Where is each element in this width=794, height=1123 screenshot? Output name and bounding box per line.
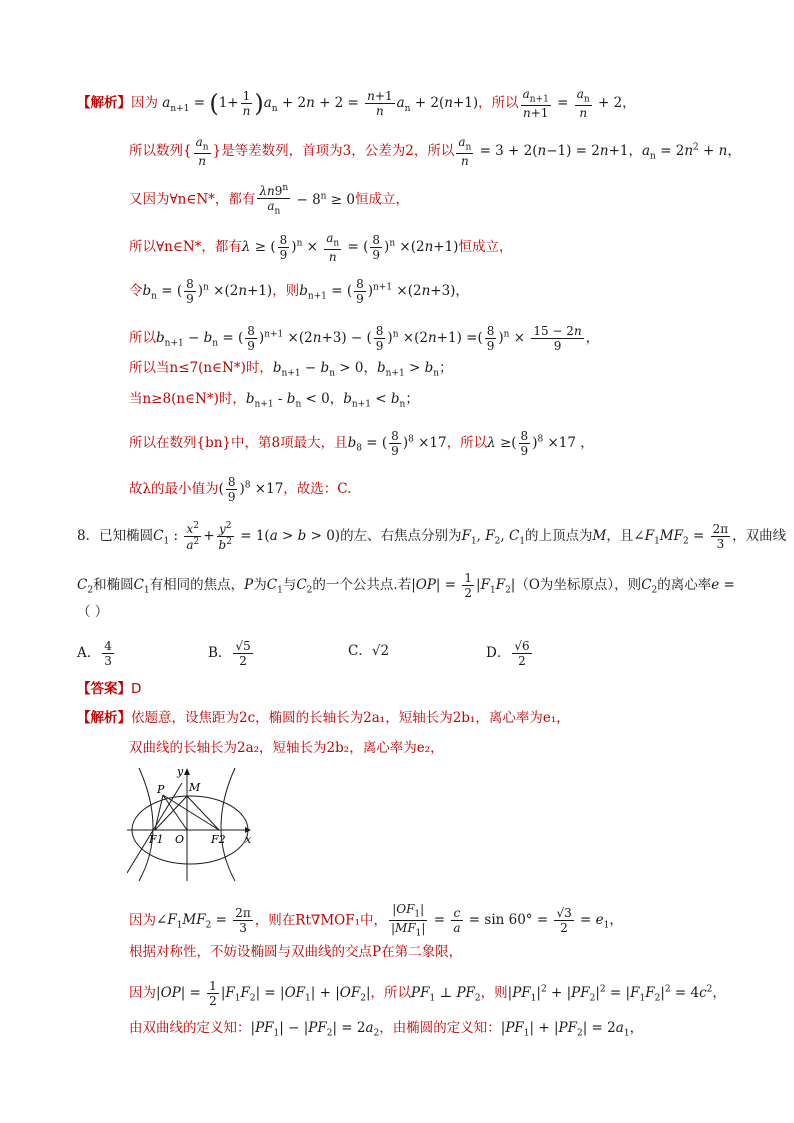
label-p: P: [157, 783, 165, 796]
label-o: O: [175, 833, 185, 846]
option-label: B．: [208, 645, 232, 661]
analysis-tag: 【解析】: [77, 95, 131, 112]
text: 为: [253, 577, 267, 593]
text: 所以: [129, 330, 156, 346]
y-axis-arrow: [184, 768, 190, 775]
solution2-line5: 因为|OP| = $\frac{1}{2}$ $|F_1F_2| = |OF_1| + |OF_2|$，所以$PF_1$ ⊥ $PF_2$，则$|PF_1|^2 + |PF_2|^2 = |F_1F_2|^2 = 4c^2$，: [129, 979, 726, 1008]
solution1-line8: 当n≥8(n∈N*)时，$b_{n+1} - b_n < 0$，$b_{n+1} < b_n$；: [129, 391, 419, 410]
question8-blank: （ ）: [77, 604, 109, 620]
solution2-line6: 由双曲线的定义知：$|PF_1| - |PF_2| = 2a_2$，由椭圆的定义知：$|PF_1| + |PF_2| = 2a_1$，: [129, 1020, 644, 1039]
asymptote-line: [127, 783, 185, 873]
text: 由双曲线的定义知：: [129, 1020, 251, 1036]
option-d: D． $\frac{√6}{2}$: [486, 639, 530, 668]
solution2-line1: [77, 712, 570, 726]
text: 是等差数列，首项为3，公差为2，所以: [221, 143, 455, 160]
text: 有相同的焦点，: [149, 577, 245, 593]
solution1-line4: 所以∀n∈N*，都有λ ≥ ( $\frac{8}{9}$ )$^n$ × $\frac{a_n}{n}$ = ( $\frac{8}{9}$ )$^n$ ×(2n+1)恒成立，: [129, 231, 513, 265]
solution1-line7: 所以当n≤7(n∈N*)时，$b_{n+1} - b_n > 0$，$b_{n+1} > b_n$；: [129, 360, 453, 379]
answer-value: D: [131, 681, 142, 697]
label-f2: F2: [211, 833, 226, 846]
text: 与: [282, 577, 297, 593]
ellipse-hyperbola-figure: [127, 763, 257, 883]
solution1-line5: 令$b_n$ = ( $\frac{8}{9}$ )$^n$ ×(2n+1)，则$b_{n+1}$ = ( $\frac{8}{9}$ )$^{n+1}$ ×(2n+3)，: [129, 277, 469, 306]
label-y: y: [177, 765, 184, 778]
option-a: A． $\frac{4}{3}$: [77, 639, 112, 668]
solution1-line9: 所以在数列{bn}中，第8项最大，且$b_8$ = ( $\frac{8}{9}$ )$^8$ ×17，所以λ ≥( $\frac{8}{9}$ )$^8$ ×17 ，: [129, 429, 594, 458]
text: 又因为∀n∈N*，都有: [129, 191, 256, 208]
question8-line1: 8．已知椭圆$C_1$ : $\frac{x^2}{a^2}$ + $\frac{y^2}{b^2}$ = 1(a > b > 0)的左、右焦点分别为$F_1$, $F_2$, $C_1$的上顶点为M，且$\angle F_1MF_2$ = $\frac{2\pi}{3}$ ，双曲线: [77, 521, 787, 552]
solution1-line1: 【解析】因为 $a_{n+1} = (1+$ $\frac{1}{n}$ )$a_n + 2n + 2$ = $\frac{n+1}{n}$ $a_n + 2(n+1)$，所以 $\frac{a_{n+1}}{n+1}$ = $\frac{a_n}{n}$ + 2，: [77, 87, 636, 121]
answer-line: [77, 683, 141, 697]
analysis-tag: 【解析】: [77, 710, 131, 726]
text: 的左、右焦点分别为: [340, 528, 462, 544]
text: ，双曲线: [732, 528, 787, 544]
so-text: ，所以: [478, 95, 519, 112]
text: 的一个公共点.若: [312, 577, 412, 593]
text: 的上顶点为: [525, 528, 593, 544]
text: 的离心率: [657, 577, 712, 593]
option-b: B． $\frac{√5}{2}$: [208, 639, 251, 668]
solution1-line2: 所以数列{ $\frac{a_n}{n}$ }是等差数列，首项为3，公差为2，所以 $\frac{a_n}{n}$ = 3 + 2(n−1) = 2n+1，$a_n = 2n^2 + n$，: [129, 135, 741, 169]
answer-tag: 【答案】: [77, 681, 131, 697]
text: （O为坐标原点），则: [515, 577, 642, 593]
text: ，由椭圆的定义知：: [379, 1020, 501, 1036]
hyperbola-left-branch: [139, 768, 153, 881]
text: 故λ的最小值为: [129, 481, 219, 497]
text: 已知椭圆: [99, 528, 154, 544]
text: 依题意，设焦距为2c，椭圆的长轴长为2a₁，短轴长为2b₁，离心率为e₁，: [131, 710, 570, 726]
text: 令: [129, 283, 143, 299]
option-label: A．: [77, 645, 101, 661]
text: ，则: [272, 283, 300, 299]
label-x: x: [245, 833, 252, 846]
solution2-line2: 双曲线的长轴长为2a₂，短轴长为2b₂，离心率为e₂，: [129, 740, 444, 756]
text: 所以∀n∈N*，都有: [129, 239, 242, 256]
option-label: D．: [486, 645, 511, 661]
segment-pf1: [155, 795, 163, 830]
label-f1: F1: [149, 833, 164, 846]
solution1-line3: 又因为∀n∈N*，都有 $\frac{\lambda n9^n}{a_n}$ − $8^n \ge 0$恒成立，: [129, 183, 409, 217]
label-m: M: [189, 781, 201, 794]
solution2-line3: 因为$\angle F_1MF_2$ = $\frac{2\pi}{3}$ ，则在Rt∇MOF₁中， $\frac{|OF_1|}{|MF_1|}$ = $\frac{c}{a}$ = sin 60° = $\frac{√3}{2}$ = $e_1$，: [129, 902, 623, 939]
text: ，所以: [370, 985, 411, 1001]
text: ，则在Rt∇MOF₁中，: [254, 912, 387, 929]
solution1-line6: 所以$b_{n+1} - b_n$ = ( $\frac{8}{9}$ )$^{n+1}$ ×(2n+3) − ( $\frac{8}{9}$ )$^n$ ×(2n+1) =( $\frac{8}{9}$ )$^n$ × $\frac{15 - 2n}{9}$ ，: [129, 324, 600, 353]
option-label: C．: [348, 643, 372, 659]
option-c: C．√2: [348, 643, 390, 659]
text: 因为: [129, 912, 156, 929]
text: 当n≥8(n∈N*)时，: [129, 391, 246, 407]
text: ，且: [606, 528, 634, 544]
text: 所以当n≤7(n∈N*)时，: [129, 360, 273, 376]
hyperbola-right-branch: [221, 768, 235, 881]
text: 恒成立，: [354, 191, 409, 208]
question8-line2: $C_2$和椭圆$C_1$有相同的焦点，P为$C_1$与$C_2$的一个公共点.若|OP| = $\frac{1}{2}$ $|F_1F_2|(O$为坐标原点），则$C_2$的离心率e =: [77, 571, 735, 600]
text: 所以数列: [129, 143, 183, 160]
solution1-line10: 故λ的最小值为( $\frac{8}{9}$ )$^8$ ×17，故选：C.: [129, 475, 352, 504]
question-number: 8．: [77, 528, 100, 544]
text: 因为: [129, 985, 156, 1001]
text: ，则: [480, 985, 508, 1001]
text: ，所以: [446, 435, 488, 451]
solution2-line4: 根据对称性，不妨设椭圆与双曲线的交点P在第二象限，: [129, 944, 463, 960]
text: 恒成立，: [458, 239, 513, 256]
solution1-intro: 因为: [131, 95, 158, 112]
text: 和椭圆: [93, 577, 134, 593]
text: ，故选：C.: [283, 481, 352, 497]
text: 所以在数列{bn}中，第8项最大，且: [129, 435, 348, 451]
